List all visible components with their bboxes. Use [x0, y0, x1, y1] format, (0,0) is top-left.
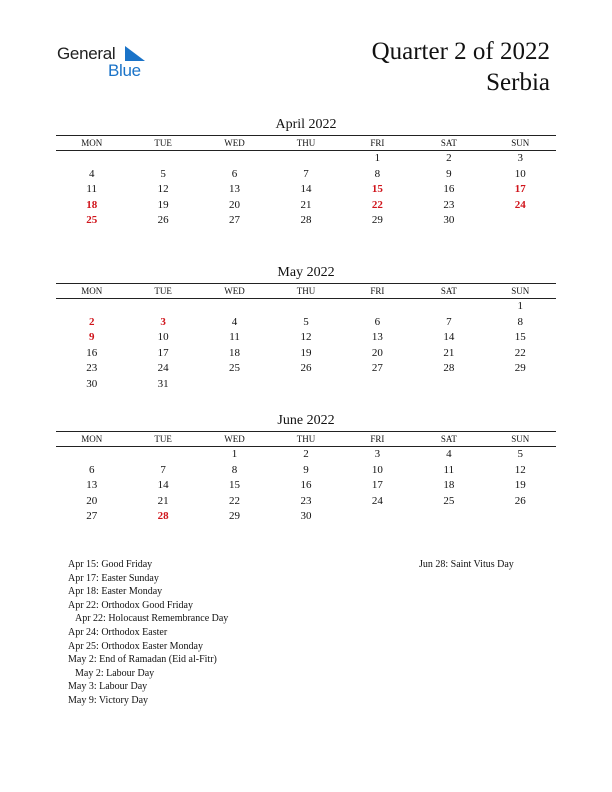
- holiday-day-cell: 9: [88, 331, 95, 344]
- day-cell: 20: [86, 494, 98, 507]
- day-cell: [342, 377, 413, 393]
- day-cell: 19: [300, 346, 312, 359]
- day-cell: [199, 377, 270, 393]
- day-cell: 26: [300, 362, 312, 375]
- day-cell: 26: [514, 494, 526, 507]
- day-cell: 7: [446, 315, 452, 328]
- holiday-entry: May 3: Labour Day: [68, 681, 148, 693]
- day-cell: 9: [446, 167, 452, 180]
- day-cell: 4: [231, 315, 238, 328]
- holiday-entry: Apr 15: Good Friday: [68, 559, 153, 570]
- day-cell: [270, 299, 341, 315]
- day-cell: 21: [300, 198, 312, 211]
- weekday-label: FRI: [370, 434, 385, 444]
- day-cell: 15: [514, 331, 526, 344]
- holiday-day-cell: 18: [86, 198, 98, 211]
- holiday-day-cell: 15: [371, 183, 383, 196]
- week-row: [56, 198, 556, 214]
- week-row: [56, 447, 556, 463]
- day-cell: 16: [443, 183, 455, 196]
- weekday-header: [56, 283, 556, 299]
- day-cell: 28: [443, 362, 455, 375]
- day-cell: 30: [443, 214, 455, 227]
- quarter-title: Quarter 2 of 2022: [371, 38, 550, 65]
- day-cell: 4: [88, 167, 95, 180]
- weekday-label: THU: [296, 286, 316, 296]
- weekday-label: TUE: [154, 434, 172, 444]
- day-cell: 20: [229, 198, 241, 211]
- day-cell: 17: [157, 346, 169, 359]
- weekday-label: THU: [296, 138, 316, 148]
- holiday-day-cell: 2: [88, 315, 95, 328]
- day-cell: [127, 299, 198, 315]
- weekday-label: SUN: [511, 138, 530, 148]
- day-cell: 5: [160, 167, 166, 180]
- day-cell: 13: [86, 479, 98, 492]
- weekday-label: WED: [224, 434, 245, 444]
- day-cell: 12: [300, 331, 312, 344]
- weekday-label: SAT: [440, 434, 457, 444]
- day-cell: 11: [443, 463, 455, 476]
- weekday-label: WED: [224, 138, 245, 148]
- day-cell: 25: [229, 362, 241, 375]
- week-row: [56, 494, 556, 510]
- day-cell: 27: [86, 510, 98, 523]
- holiday-entry: Apr 22: Orthodox Good Friday: [68, 599, 193, 611]
- day-cell: [413, 509, 484, 525]
- day-cell: 12: [514, 463, 526, 476]
- holiday-entry: Apr 17: Easter Sunday: [68, 572, 159, 584]
- day-cell: 10: [157, 331, 169, 344]
- day-cell: 23: [443, 198, 455, 211]
- day-cell: 26: [157, 214, 169, 227]
- holiday-entry: Apr 24: Orthodox Easter: [68, 626, 168, 638]
- week-row: [56, 463, 556, 479]
- day-cell: [56, 447, 127, 463]
- weekday-header: [56, 431, 556, 447]
- day-cell: [199, 151, 270, 167]
- weekday-label: TUE: [154, 138, 172, 148]
- day-cell: 6: [374, 315, 381, 328]
- day-cell: 10: [371, 463, 383, 476]
- day-cell: 19: [157, 198, 169, 211]
- day-cell: [270, 151, 341, 167]
- day-cell: 6: [88, 463, 95, 476]
- day-cell: 30: [300, 510, 312, 523]
- month-title: May 2022: [277, 265, 335, 280]
- logo-general-text: General: [57, 44, 116, 63]
- day-cell: 8: [374, 167, 381, 180]
- day-cell: 21: [157, 494, 169, 507]
- week-row: [56, 346, 556, 362]
- day-cell: 30: [86, 377, 98, 390]
- week-row: [56, 167, 556, 183]
- day-cell: 23: [300, 494, 312, 507]
- day-cell: 29: [229, 510, 241, 523]
- holiday-day-cell: 17: [514, 183, 526, 196]
- holiday-entry: May 2: End of Ramadan (Eid al-Fitr): [68, 654, 217, 666]
- day-cell: 14: [157, 479, 169, 492]
- day-cell: 5: [517, 448, 523, 460]
- day-cell: [127, 447, 198, 463]
- day-cell: 11: [86, 183, 97, 196]
- weekday-label: MON: [81, 286, 103, 296]
- day-cell: 20: [371, 346, 383, 359]
- week-row: [56, 151, 556, 167]
- day-cell: 18: [443, 479, 455, 492]
- day-cell: [270, 377, 341, 393]
- holiday-day-cell: 25: [86, 214, 98, 227]
- day-cell: 8: [231, 463, 238, 476]
- holiday-entry: Apr 22: Holocaust Remembrance Day: [75, 613, 229, 625]
- day-cell: 14: [443, 331, 455, 344]
- holiday-entry: Apr 18: Easter Monday: [68, 586, 163, 598]
- holiday-day-cell: 24: [514, 198, 526, 211]
- week-row: [56, 213, 556, 229]
- day-cell: [485, 509, 556, 525]
- holiday-entry: Jun 28: Saint Vitus Day: [419, 559, 514, 570]
- day-cell: 19: [514, 479, 526, 492]
- day-cell: 3: [517, 152, 523, 164]
- month-june: [56, 411, 556, 525]
- day-cell: [342, 299, 413, 315]
- day-cell: 2: [446, 152, 452, 164]
- week-row: [56, 182, 556, 198]
- holiday-day-cell: 22: [371, 198, 383, 211]
- day-cell: 12: [157, 183, 169, 196]
- day-cell: 3: [374, 448, 381, 460]
- page-title: [372, 36, 550, 98]
- weekday-label: SUN: [511, 434, 530, 444]
- day-cell: 29: [371, 214, 383, 227]
- day-cell: [342, 509, 413, 525]
- weekday-header: [56, 135, 556, 151]
- country-title: Serbia: [486, 69, 550, 96]
- weekday-label: WED: [224, 286, 245, 296]
- day-cell: [199, 299, 270, 315]
- day-cell: 7: [160, 463, 166, 476]
- logo-triangle-icon: [123, 46, 147, 62]
- day-cell: 28: [300, 214, 312, 227]
- logo-blue-text: Blue: [108, 61, 141, 80]
- day-cell: 18: [229, 346, 241, 359]
- day-cell: 23: [86, 362, 98, 375]
- day-cell: 5: [303, 315, 309, 328]
- day-cell: 13: [371, 331, 383, 344]
- day-cell: 10: [514, 167, 526, 180]
- day-cell: 7: [303, 167, 309, 180]
- day-cell: 22: [229, 494, 241, 507]
- holiday-list-right: [419, 558, 514, 572]
- day-cell: 21: [443, 346, 455, 359]
- day-cell: 16: [86, 346, 98, 359]
- day-cell: [127, 151, 198, 167]
- month-title: June 2022: [277, 413, 335, 428]
- day-cell: 17: [371, 479, 383, 492]
- day-cell: [413, 377, 484, 393]
- day-cell: [485, 377, 556, 393]
- week-row: [56, 315, 556, 331]
- day-cell: 25: [443, 494, 455, 507]
- month-april: [56, 115, 556, 229]
- week-row: [56, 330, 556, 346]
- weekday-label: TUE: [154, 286, 172, 296]
- week-row: [56, 361, 556, 377]
- logo: [57, 44, 157, 84]
- day-cell: 9: [303, 463, 309, 476]
- day-cell: 31: [157, 377, 169, 390]
- weekday-label: FRI: [370, 286, 385, 296]
- day-cell: 13: [229, 183, 241, 196]
- holiday-list-left: [68, 558, 228, 708]
- week-row: [56, 478, 556, 494]
- day-cell: 27: [371, 362, 383, 375]
- day-cell: 14: [300, 183, 312, 196]
- day-cell: [413, 299, 484, 315]
- day-cell: 15: [229, 479, 241, 492]
- holiday-entry: May 9: Victory Day: [68, 694, 149, 706]
- holiday-entry: Apr 25: Orthodox Easter Monday: [68, 640, 203, 652]
- month-title: April 2022: [275, 117, 337, 132]
- weekday-label: SAT: [440, 138, 457, 148]
- day-cell: 1: [231, 448, 238, 460]
- weekday-label: SAT: [440, 286, 457, 296]
- day-cell: 24: [371, 494, 383, 507]
- weekday-label: FRI: [370, 138, 385, 148]
- day-cell: 11: [229, 331, 240, 344]
- day-cell: 24: [157, 362, 169, 375]
- day-cell: 29: [514, 362, 526, 375]
- day-cell: 1: [517, 300, 523, 312]
- day-cell: 27: [229, 214, 241, 227]
- day-cell: 16: [300, 479, 312, 492]
- day-cell: [485, 213, 556, 229]
- day-cell: 6: [231, 167, 238, 180]
- day-cell: 1: [374, 152, 381, 164]
- week-row: [56, 299, 556, 315]
- day-cell: 4: [446, 448, 452, 460]
- day-cell: 2: [303, 448, 309, 460]
- holiday-day-cell: 3: [160, 315, 166, 328]
- week-row: [56, 377, 556, 393]
- day-cell: [56, 299, 127, 315]
- week-row: [56, 509, 556, 525]
- holiday-day-cell: 28: [157, 510, 169, 523]
- day-cell: 8: [517, 315, 523, 328]
- day-cell: [56, 151, 127, 167]
- month-may: [56, 263, 556, 393]
- weekday-label: SUN: [511, 286, 530, 296]
- holiday-entry: May 2: Labour Day: [75, 667, 155, 679]
- weekday-label: MON: [81, 434, 103, 444]
- weekday-label: MON: [81, 138, 103, 148]
- weekday-label: THU: [296, 434, 316, 444]
- day-cell: 22: [514, 346, 526, 359]
